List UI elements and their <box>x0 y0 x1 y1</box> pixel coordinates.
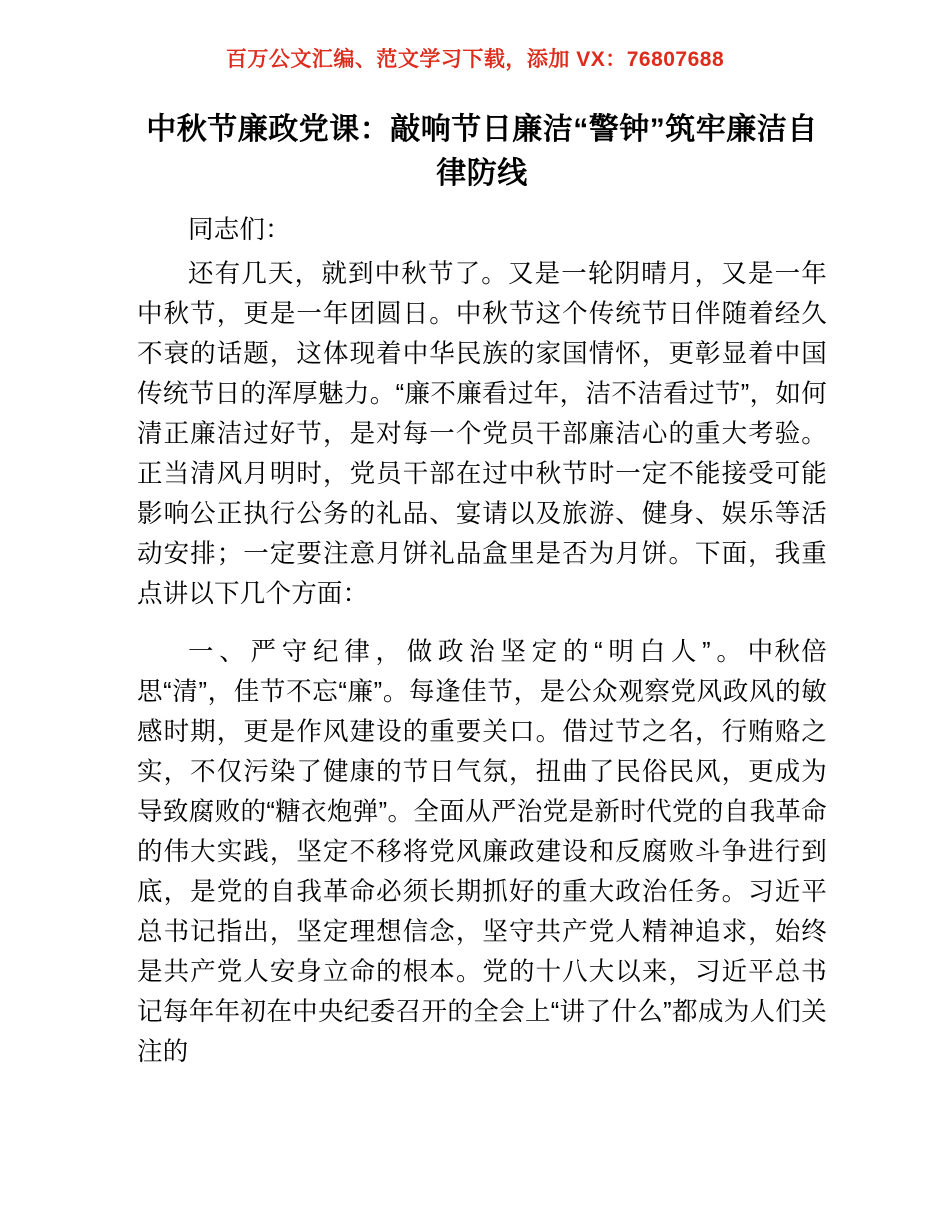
section-one <box>137 632 827 1072</box>
section-one-body: 中秋倍思“清”，佳节不忘“廉”。每逢佳节，是公众观察党风政风的敏感时期，更是作风建设的重要关口。借过节之名，行贿赂之实，不仅污染了健康的节日气氛，扭曲了民俗民风，更成为导致腐败的“糖衣炮弹”。全面从严治党是新时代党的自我革命的伟大实践，坚定不移将党风廉政建设和反腐败斗争进行到底，是党的自我革命必须长期抓好的重大政治任务。习近平总书记指出，坚定理想信念，坚守共产党人精神追求，始终是共产党人安身立命的根本。党的十八大以来，习近平总书记每年年初在中央纪委召开的全会上“讲了什么”都成为人们关注的 <box>137 638 827 1066</box>
document-body <box>137 108 827 1076</box>
paragraph-spacer <box>137 618 827 626</box>
section-one-heading: 一、严守纪律，做政治坚定的“明白人”。 <box>188 638 748 666</box>
page-title: 中秋节廉政党课：敲响节日廉洁“警钟”筑牢廉洁自律防线 <box>146 113 818 190</box>
promo-header-text: 百万公文汇编、范文学习下载，添加 VX：76807688 <box>225 48 725 71</box>
paragraph-intro: 还有几天，就到中秋节了。又是一轮阴晴月，又是一年中秋节，更是一年团圆日。中秋节这个传统节日伴随着经久不衰的话题，这体现着中华民族的家国情怀，更彰显着中国传统节日的浑厚魅力。“廉不廉看过年，洁不洁看过节”，如何清正廉洁过好节，是对每一个党员干部廉洁心的重大考验。正当清风月明时，党员干部在过中秋节时一定不能接受可能影响公正执行公务的礼品、宴请以及旅游、健身、娱乐等活动安排；一定要注意月饼礼品盒里是否为月饼。下面，我重点讲以下几个方面： <box>137 260 827 608</box>
salutation: 同志们： <box>188 216 291 244</box>
